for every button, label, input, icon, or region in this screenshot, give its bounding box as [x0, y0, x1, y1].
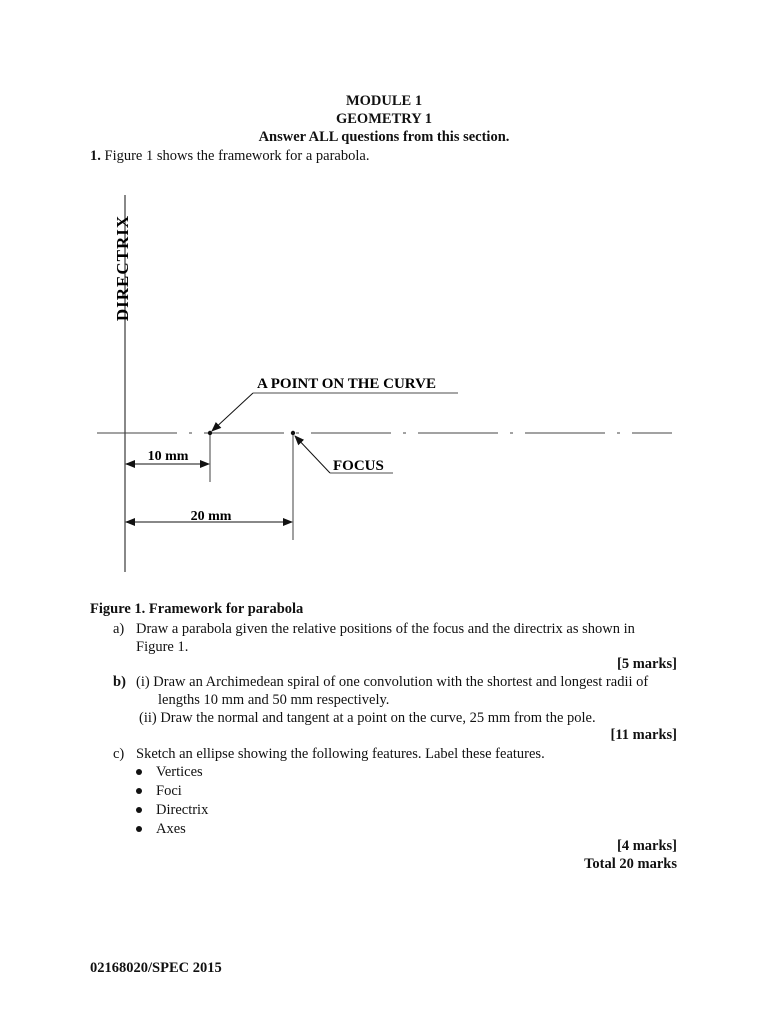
bullet-text: Directrix — [156, 802, 209, 818]
bullet-icon — [136, 826, 142, 832]
part-b-line2: lengths 10 mm and 50 mm respectively. — [158, 692, 390, 708]
bullet-icon — [136, 769, 142, 775]
bullet-text: Foci — [156, 783, 182, 799]
part-a-marks: [5 marks] — [616, 656, 677, 672]
point-leader-line — [212, 393, 253, 431]
directrix-label: DIRECTRIX — [112, 214, 132, 322]
bullet-item — [136, 821, 186, 838]
question-intro-text: Figure 1 shows the framework for a parabola. — [104, 148, 370, 164]
part-b-line1: (i) Draw an Archimedean spiral of one convolution with the shortest and longest radii of — [136, 674, 649, 690]
part-b-marks: [11 marks] — [610, 727, 677, 743]
figure-caption: Figure 1. Framework for parabola — [90, 601, 304, 617]
bullet-icon — [136, 788, 142, 794]
part-a-line2: Figure 1. — [136, 639, 189, 655]
focus-leader-line — [295, 436, 330, 473]
part-a-label: a) — [113, 621, 125, 637]
bullet-item — [136, 764, 203, 781]
part-b-label: b) — [113, 674, 126, 690]
dim-10mm-label: 10 mm — [147, 449, 189, 464]
dim-20mm-label: 20 mm — [190, 509, 232, 524]
question-number: 1. — [90, 148, 101, 164]
part-a-line1: Draw a parabola given the relative positions of the focus and the directrix as shown in — [136, 621, 635, 637]
paper-code: 02168020/SPEC 2015 — [90, 960, 222, 976]
bullet-item — [136, 783, 182, 800]
section-title: GEOMETRY 1 — [335, 111, 433, 127]
bullet-text: Axes — [156, 821, 186, 837]
part-c-label: c) — [113, 746, 125, 762]
point-on-curve-label: A POINT ON THE CURVE — [257, 376, 436, 392]
bullet-text: Vertices — [156, 764, 203, 780]
bullet-icon — [136, 807, 142, 813]
bullet-item — [136, 802, 208, 819]
part-c-marks: [4 marks] — [616, 838, 677, 854]
focus-label: FOCUS — [333, 458, 384, 474]
module-title: MODULE 1 — [345, 93, 423, 109]
part-b-line3: (ii) Draw the normal and tangent at a point on the curve, 25 mm from the pole. — [139, 710, 596, 726]
instruction: Answer ALL questions from this section. — [258, 129, 510, 145]
part-c-line1: Sketch an ellipse showing the following features. Label these features. — [136, 746, 545, 762]
total-marks: Total 20 marks — [584, 856, 677, 872]
